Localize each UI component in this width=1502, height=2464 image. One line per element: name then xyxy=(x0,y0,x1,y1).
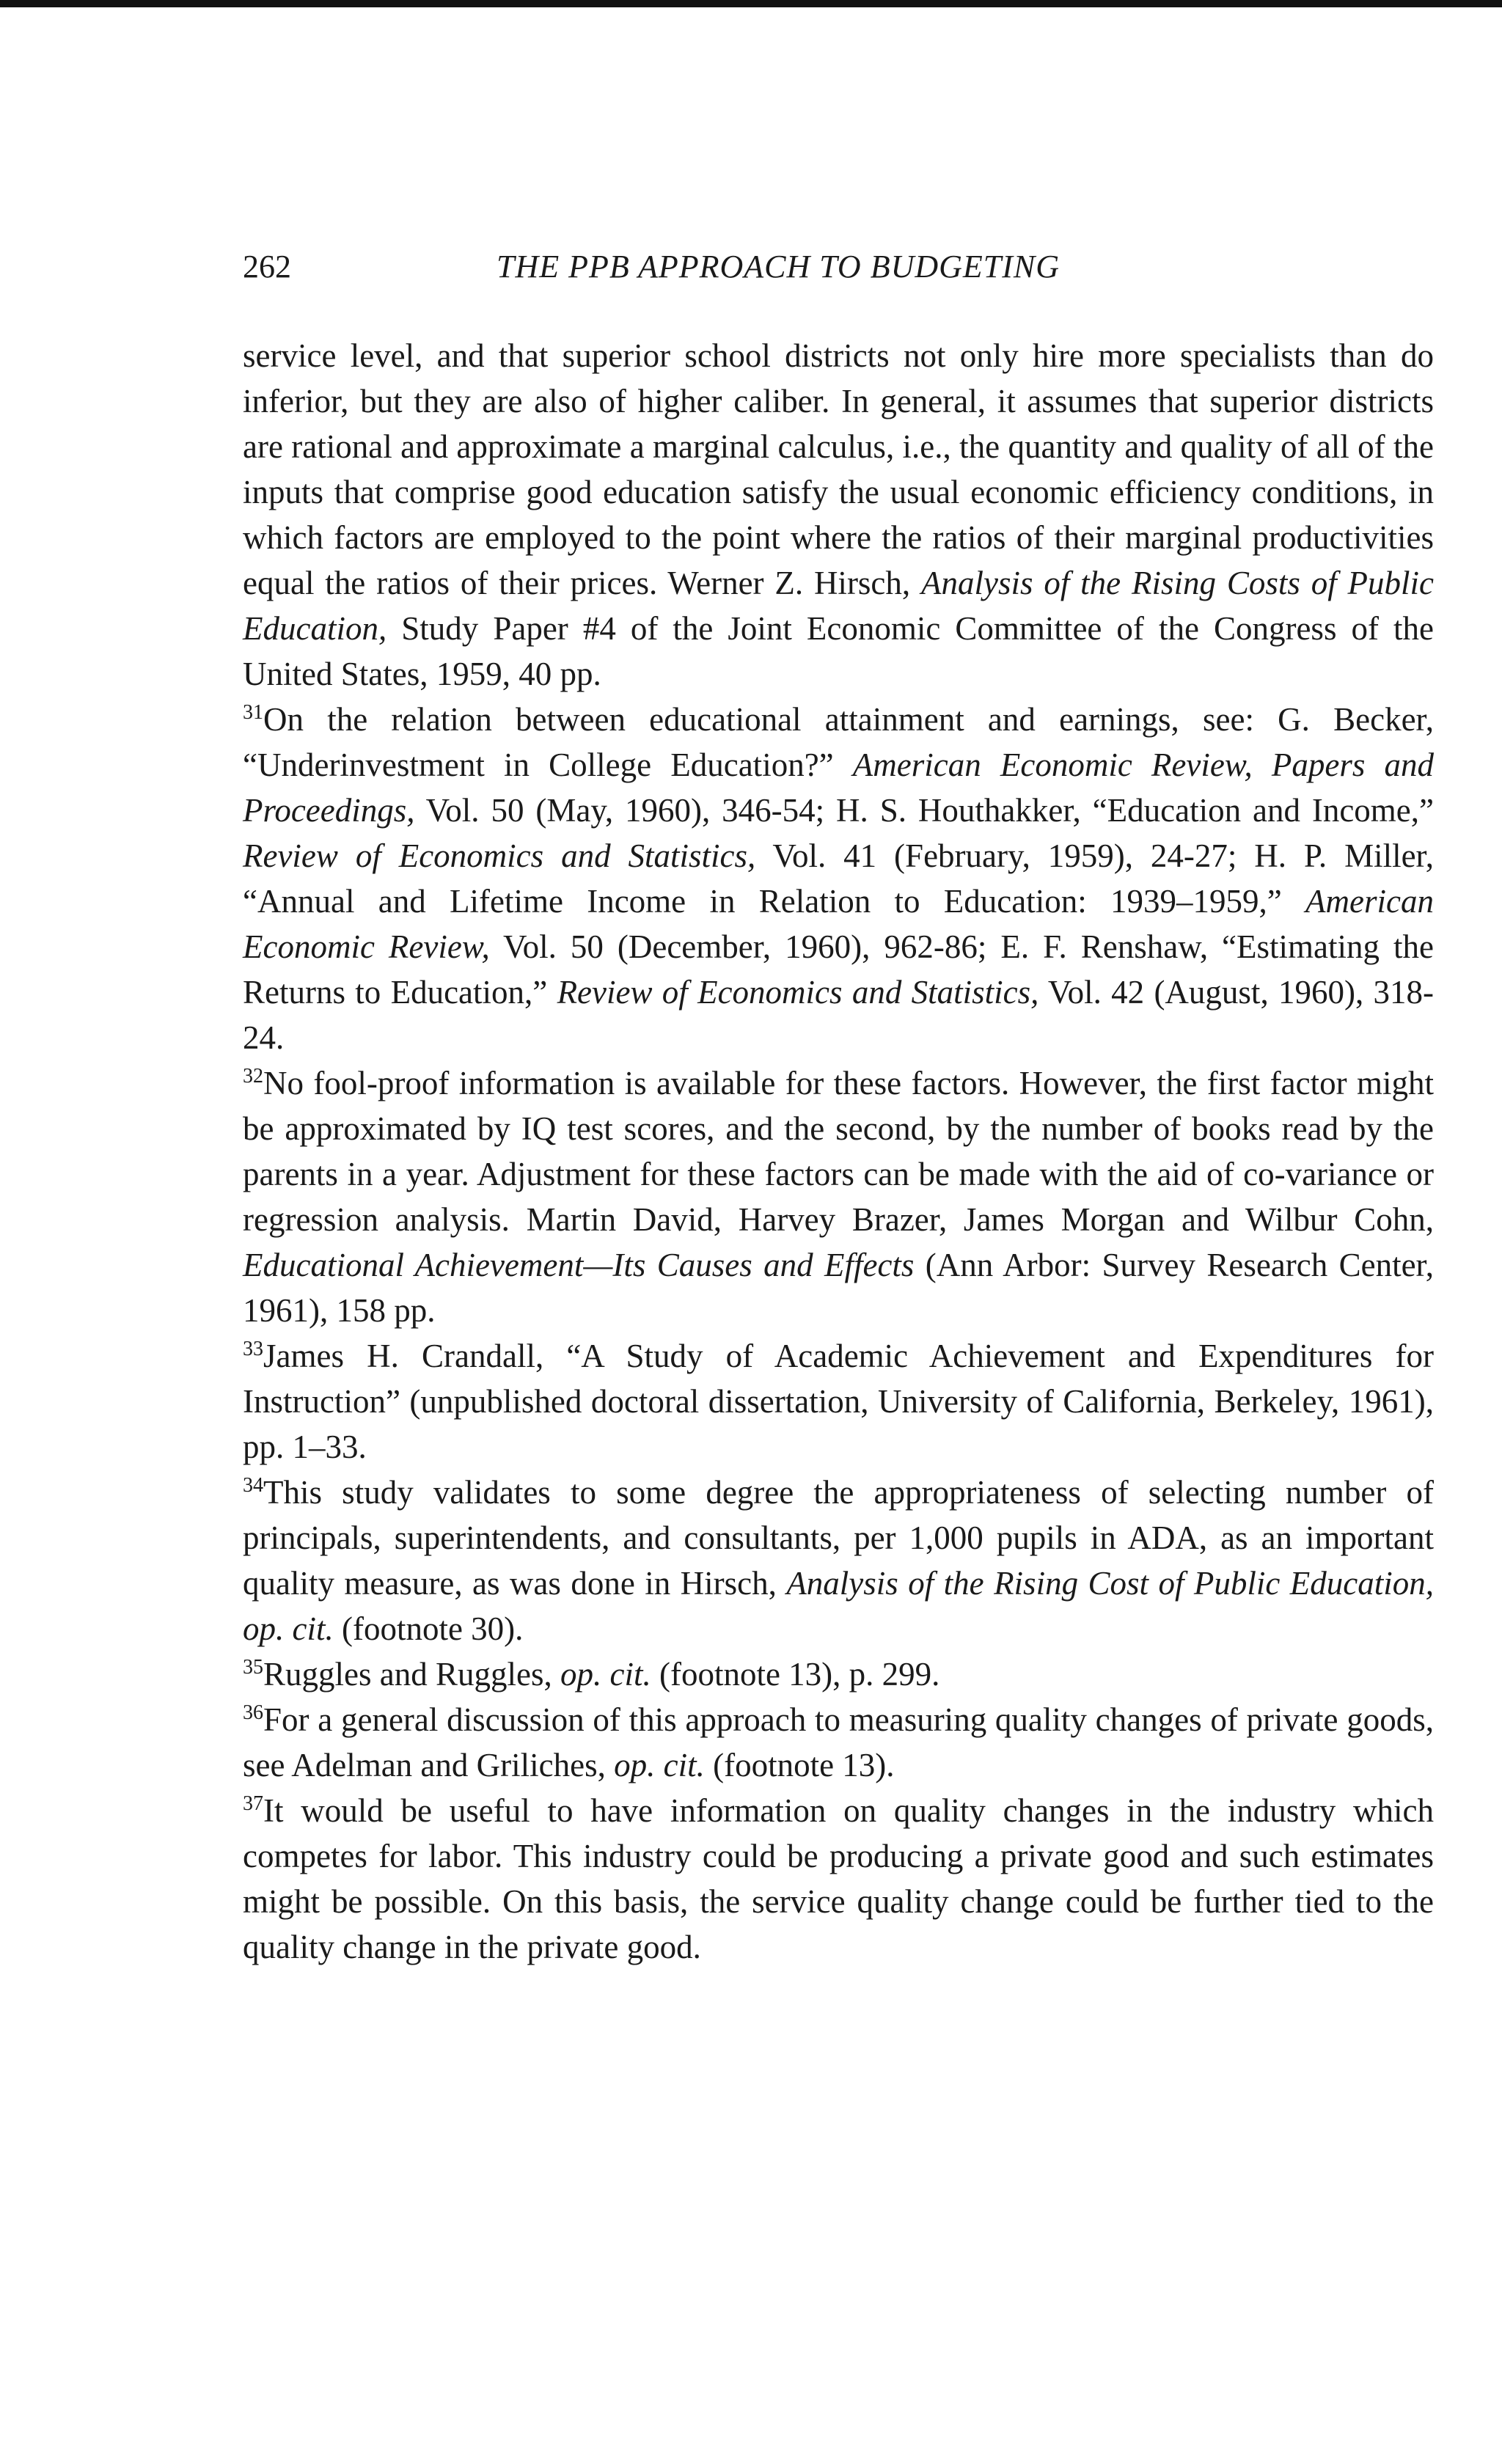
page-header xyxy=(243,248,1446,292)
footnote-36 xyxy=(243,1697,1434,1788)
footnote-34-title-1: Analysis of the Rising Cost of Public Education, op. cit. xyxy=(243,1565,1434,1647)
footnote-36-text-1: For a general discussion of this approach to measuring quality changes of private goods, see Adelman and Griliches, xyxy=(243,1701,1434,1783)
footnote-31-title-3: American Economic Review, xyxy=(243,883,1434,965)
footnote-36-title-1: op. cit. xyxy=(614,1747,705,1783)
footnote-31-text-2: Vol. 50 (May, 1960), 346-54; H. S. Houthakker, “Education and Income,” xyxy=(414,792,1434,829)
footnote-31-marker: 31 xyxy=(243,701,263,724)
continued-footnote-title: Analysis of the Rising Costs of Public Education, xyxy=(243,565,1434,647)
running-title: THE PPB APPROACH TO BUDGETING xyxy=(497,249,1060,285)
top-edge-rule xyxy=(0,0,1502,7)
footnote-36-text-2: (footnote 13). xyxy=(704,1747,895,1783)
footnote-34-text-1: This study validates to some degree the appropriateness of selecting number of principals, superintendents, and consultants, per 1,000 pupils in ADA, as an important quality measure, as was done in Hirsch, xyxy=(243,1474,1434,1602)
footnote-31-title-1: American Economic Review, Papers and Proceedings, xyxy=(243,747,1434,829)
footnote-35-marker: 35 xyxy=(243,1656,263,1679)
footnote-32-text-2: (Ann Arbor: Survey Research Center, 1961), 158 pp. xyxy=(243,1247,1434,1329)
footnote-31-title-2: Review of Economics and Statistics, xyxy=(243,837,756,874)
footnote-31-text-3: Vol. 41 (February, 1959), 24-27; H. P. Miller, “Annual and Lifetime Income in Relation to Education: 1939–1959,” xyxy=(243,837,1434,920)
continued-footnote-text-2: Study Paper #4 of the Joint Economic Committee of the Congress of the United States, 1959, 40 pp. xyxy=(243,610,1434,692)
footnote-35-text-1: Ruggles and Ruggles, xyxy=(263,1656,560,1693)
footnote-31-text-4: Vol. 50 (December, 1960), 962-86; E. F. Renshaw, “Estimating the Returns to Education,” xyxy=(243,928,1434,1011)
footnote-33-text-1: James H. Crandall, “A Study of Academic Achievement and Expenditures for Instruction” (unpublished doctoral dissertation, University of California, Berkeley, 1961), pp. 1–33. xyxy=(243,1338,1434,1465)
footnote-33 xyxy=(243,1333,1434,1470)
footnote-37 xyxy=(243,1788,1434,1970)
footnote-31-text-5: Vol. 42 (August, 1960), 318-24. xyxy=(243,974,1435,1056)
footnote-32-marker: 32 xyxy=(243,1065,263,1088)
footnote-32-text-1: No fool-proof information is available for these factors. However, the first factor might be approximated by IQ test scores, and the second, by the number of books read by the parents in a year. Adjustment for these factors can be made with the aid of co-variance or regression analysis. Martin David, Harvey Brazer, James Morgan and Wilbur Cohn, xyxy=(243,1065,1434,1238)
footnote-34 xyxy=(243,1470,1434,1651)
footnote-37-marker: 37 xyxy=(243,1792,263,1815)
footnote-31-title-4: Review of Economics and Statistics, xyxy=(557,974,1039,1011)
footnote-37-text-1: It would be useful to have information on quality changes in the industry which competes for labor. This industry could be producing a private good and such estimates might be possible. On this basis, the service quality change could be further tied to the quality change in the private good. xyxy=(243,1792,1434,1965)
footnote-32 xyxy=(243,1060,1434,1333)
footnote-33-marker: 33 xyxy=(243,1338,263,1360)
page-body xyxy=(243,333,1434,1970)
footnote-34-marker: 34 xyxy=(243,1474,263,1497)
footnote-35 xyxy=(243,1651,1434,1697)
footnote-31-text-1: On the relation between educational attainment and earnings, see: G. Becker, “Underinvestment in College Education?” xyxy=(243,701,1434,783)
footnote-36-marker: 36 xyxy=(243,1701,263,1724)
footnote-35-title-1: op. cit. xyxy=(560,1656,651,1693)
footnote-34-text-2: (footnote 30). xyxy=(333,1610,524,1647)
page-number: 262 xyxy=(243,249,291,285)
footnote-31 xyxy=(243,697,1434,1060)
footnote-32-title-1: Educational Achievement—Its Causes and Effects xyxy=(243,1247,915,1283)
continued-footnote-text-1: service level, and that superior school districts not only hire more specialists than do inferior, but they are also of higher caliber. In general, it assumes that superior districts are rational and approximate a marginal calculus, i.e., the quantity and quality of all of the inputs that comprise good education satisfy the usual economic efficiency conditions, in which factors are employed to the point where the ratios of their marginal productivities equal the ratios of their prices. Werner Z. Hirsch, xyxy=(243,337,1434,601)
footnote-35-text-2: (footnote 13), p. 299. xyxy=(651,1656,940,1693)
continued-footnote xyxy=(243,333,1434,697)
